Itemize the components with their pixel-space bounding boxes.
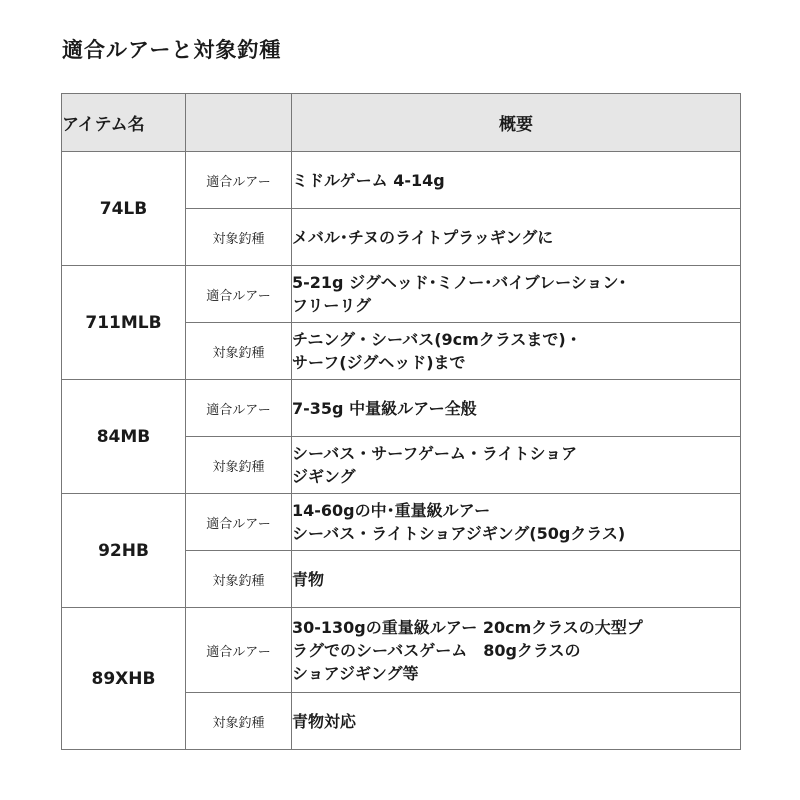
- item-name: 89XHB: [62, 608, 186, 750]
- target-label: 対象釣種: [186, 551, 292, 608]
- header-blank: [186, 94, 292, 152]
- item-name: 84MB: [62, 380, 186, 494]
- table-row: [62, 494, 741, 551]
- target-value: 青物: [292, 551, 741, 608]
- lure-label: 適合ルアー: [186, 494, 292, 551]
- target-value: メバル･チヌのライトプラッギングに: [292, 209, 741, 266]
- page-title: 適合ルアーと対象釣種: [62, 38, 282, 62]
- lure-label: 適合ルアー: [186, 152, 292, 209]
- lure-value: 30-130gの重量級ルアー 20cmクラスの大型プ ラグでのシーバスゲーム 80gクラスの ショアジギング等: [292, 608, 741, 693]
- header-summary: 概要: [292, 94, 741, 152]
- lure-value: ミドルゲーム 4-14g: [292, 152, 741, 209]
- table-row: [62, 266, 741, 323]
- target-value: シーバス・サーフゲーム・ライトショア ジギング: [292, 437, 741, 494]
- target-label: 対象釣種: [186, 693, 292, 750]
- header-item-name: アイテム名: [62, 94, 186, 152]
- lure-label: 適合ルアー: [186, 380, 292, 437]
- item-name: 74LB: [62, 152, 186, 266]
- lure-value: 5-21g ジグヘッド･ミノー･バイブレーション･ フリーリグ: [292, 266, 741, 323]
- target-label: 対象釣種: [186, 209, 292, 266]
- item-name: 711MLB: [62, 266, 186, 380]
- table-row: [62, 380, 741, 437]
- lure-label: 適合ルアー: [186, 266, 292, 323]
- table-row: [62, 608, 741, 693]
- target-value: 青物対応: [292, 693, 741, 750]
- table-row: [62, 152, 741, 209]
- spec-table: [61, 93, 741, 750]
- lure-value: 7-35g 中量級ルアー全般: [292, 380, 741, 437]
- lure-label: 適合ルアー: [186, 608, 292, 693]
- table-header-row: [62, 94, 741, 152]
- target-label: 対象釣種: [186, 323, 292, 380]
- target-value: チニング・シーバス(9cmクラスまで)・ サーフ(ジグヘッド)まで: [292, 323, 741, 380]
- target-label: 対象釣種: [186, 437, 292, 494]
- lure-value: 14-60gの中･重量級ルアー シーバス・ライトショアジギング(50gクラス): [292, 494, 741, 551]
- item-name: 92HB: [62, 494, 186, 608]
